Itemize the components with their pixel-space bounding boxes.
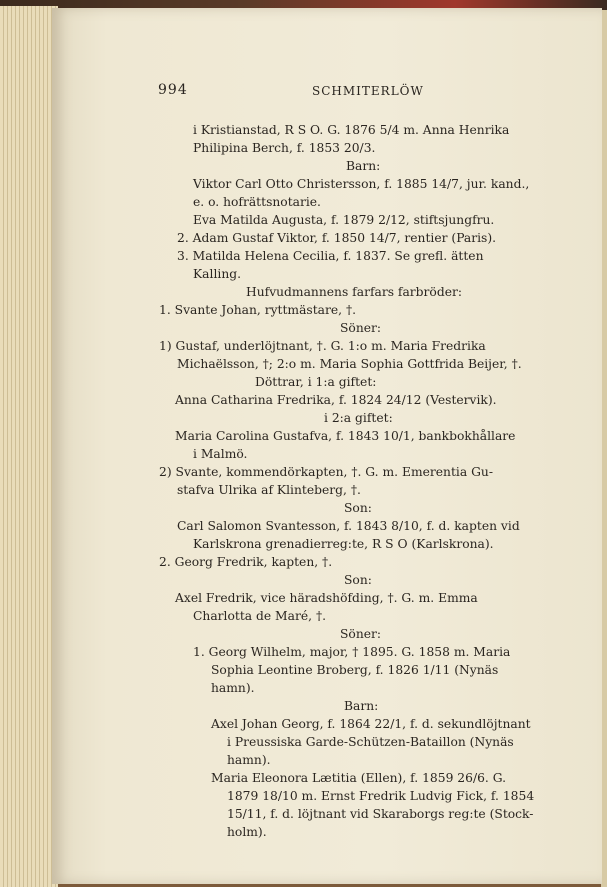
text-line: Son: [344, 573, 372, 587]
text-line: i Kristianstad, R S O. G. 1876 5/4 m. Anna Henrika [193, 123, 510, 137]
text-line: i Preussiska Garde-Schützen-Bataillon (Nynäs [227, 735, 514, 749]
text-line: 2. Georg Fredrik, kapten, †. [159, 555, 333, 569]
text-line: Viktor Carl Otto Christersson, f. 1885 14/7, jur. kand., [193, 177, 530, 191]
text-line: Karlskrona grenadierreg:te, R S O (Karlskrona). [193, 537, 494, 551]
text-line: 15/11, f. d. löjtnant vid Skaraborgs reg:te (Stock- [227, 807, 534, 821]
text-line: i 2:a giftet: [324, 411, 393, 425]
text-line: Barn: [344, 699, 379, 713]
text-line: Carl Salomon Svantesson, f. 1843 8/10, f. d. kapten vid [177, 519, 520, 533]
text-line: stafva Ulrika af Klinteberg, †. [177, 483, 361, 497]
text-line: 1. Georg Wilhelm, major, † 1895. G. 1858 m. Maria [193, 645, 511, 659]
text-line: Michaëlsson, †; 2:o m. Maria Sophia Gottfrida Beijer, †. [177, 357, 522, 371]
text-line: Son: [344, 501, 372, 515]
text-line: Hufvudmannens farfars farbröder: [246, 285, 463, 299]
text-line: e. o. hofrättsnotarie. [193, 195, 321, 209]
text-line: 1. Svante Johan, ryttmästare, †. [159, 303, 357, 317]
text-line: Sophia Leontine Broberg, f. 1826 1/11 (Nynäs [211, 663, 499, 677]
text-line: 3. Matilda Helena Cecilia, f. 1837. Se grefl. ätten [177, 249, 484, 263]
text-line: i Malmö. [193, 447, 248, 461]
text-line: Charlotta de Maré, †. [193, 609, 327, 623]
text-line: 1) Gustaf, underlöjtnant, †. G. 1:o m. Maria Fredrika [159, 339, 486, 353]
text-line: Anna Catharina Fredrika, f. 1824 24/12 (Vestervik). [175, 393, 497, 407]
text-line: 2) Svante, kommendörkapten, †. G. m. Emerentia Gu- [159, 465, 493, 479]
text-line: hamn). [227, 753, 271, 767]
text-line: Eva Matilda Augusta, f. 1879 2/12, stiftsjungfru. [193, 213, 495, 227]
book-page-edges [0, 6, 58, 887]
text-line: Söner: [340, 321, 382, 335]
text-line: 2. Adam Gustaf Viktor, f. 1850 14/7, rentier (Paris). [177, 231, 497, 245]
text-line: holm). [227, 825, 267, 839]
text-line: Philipina Berch, f. 1853 20/3. [193, 141, 376, 155]
text-line: Maria Eleonora Lætitia (Ellen), f. 1859 26/6. G. [211, 771, 507, 785]
text-line: Axel Johan Georg, f. 1864 22/1, f. d. sekundlöjtnant [211, 717, 531, 731]
text-line: Söner: [340, 627, 382, 641]
text-line: Maria Carolina Gustafva, f. 1843 10/1, bankbokhållare [175, 429, 516, 443]
text-line: Kalling. [193, 267, 242, 281]
text-line: hamn). [211, 681, 255, 695]
page-number: 994 [158, 82, 188, 98]
running-head: SCHMITERLÖW [312, 84, 424, 98]
text-line: 1879 18/10 m. Ernst Fredrik Ludvig Fick, f. 1854 [227, 789, 535, 803]
text-line: Döttrar, i 1:a giftet: [255, 375, 377, 389]
text-line: Barn: [346, 159, 381, 173]
text-line: Axel Fredrik, vice häradshöfding, †. G. m. Emma [175, 591, 478, 605]
